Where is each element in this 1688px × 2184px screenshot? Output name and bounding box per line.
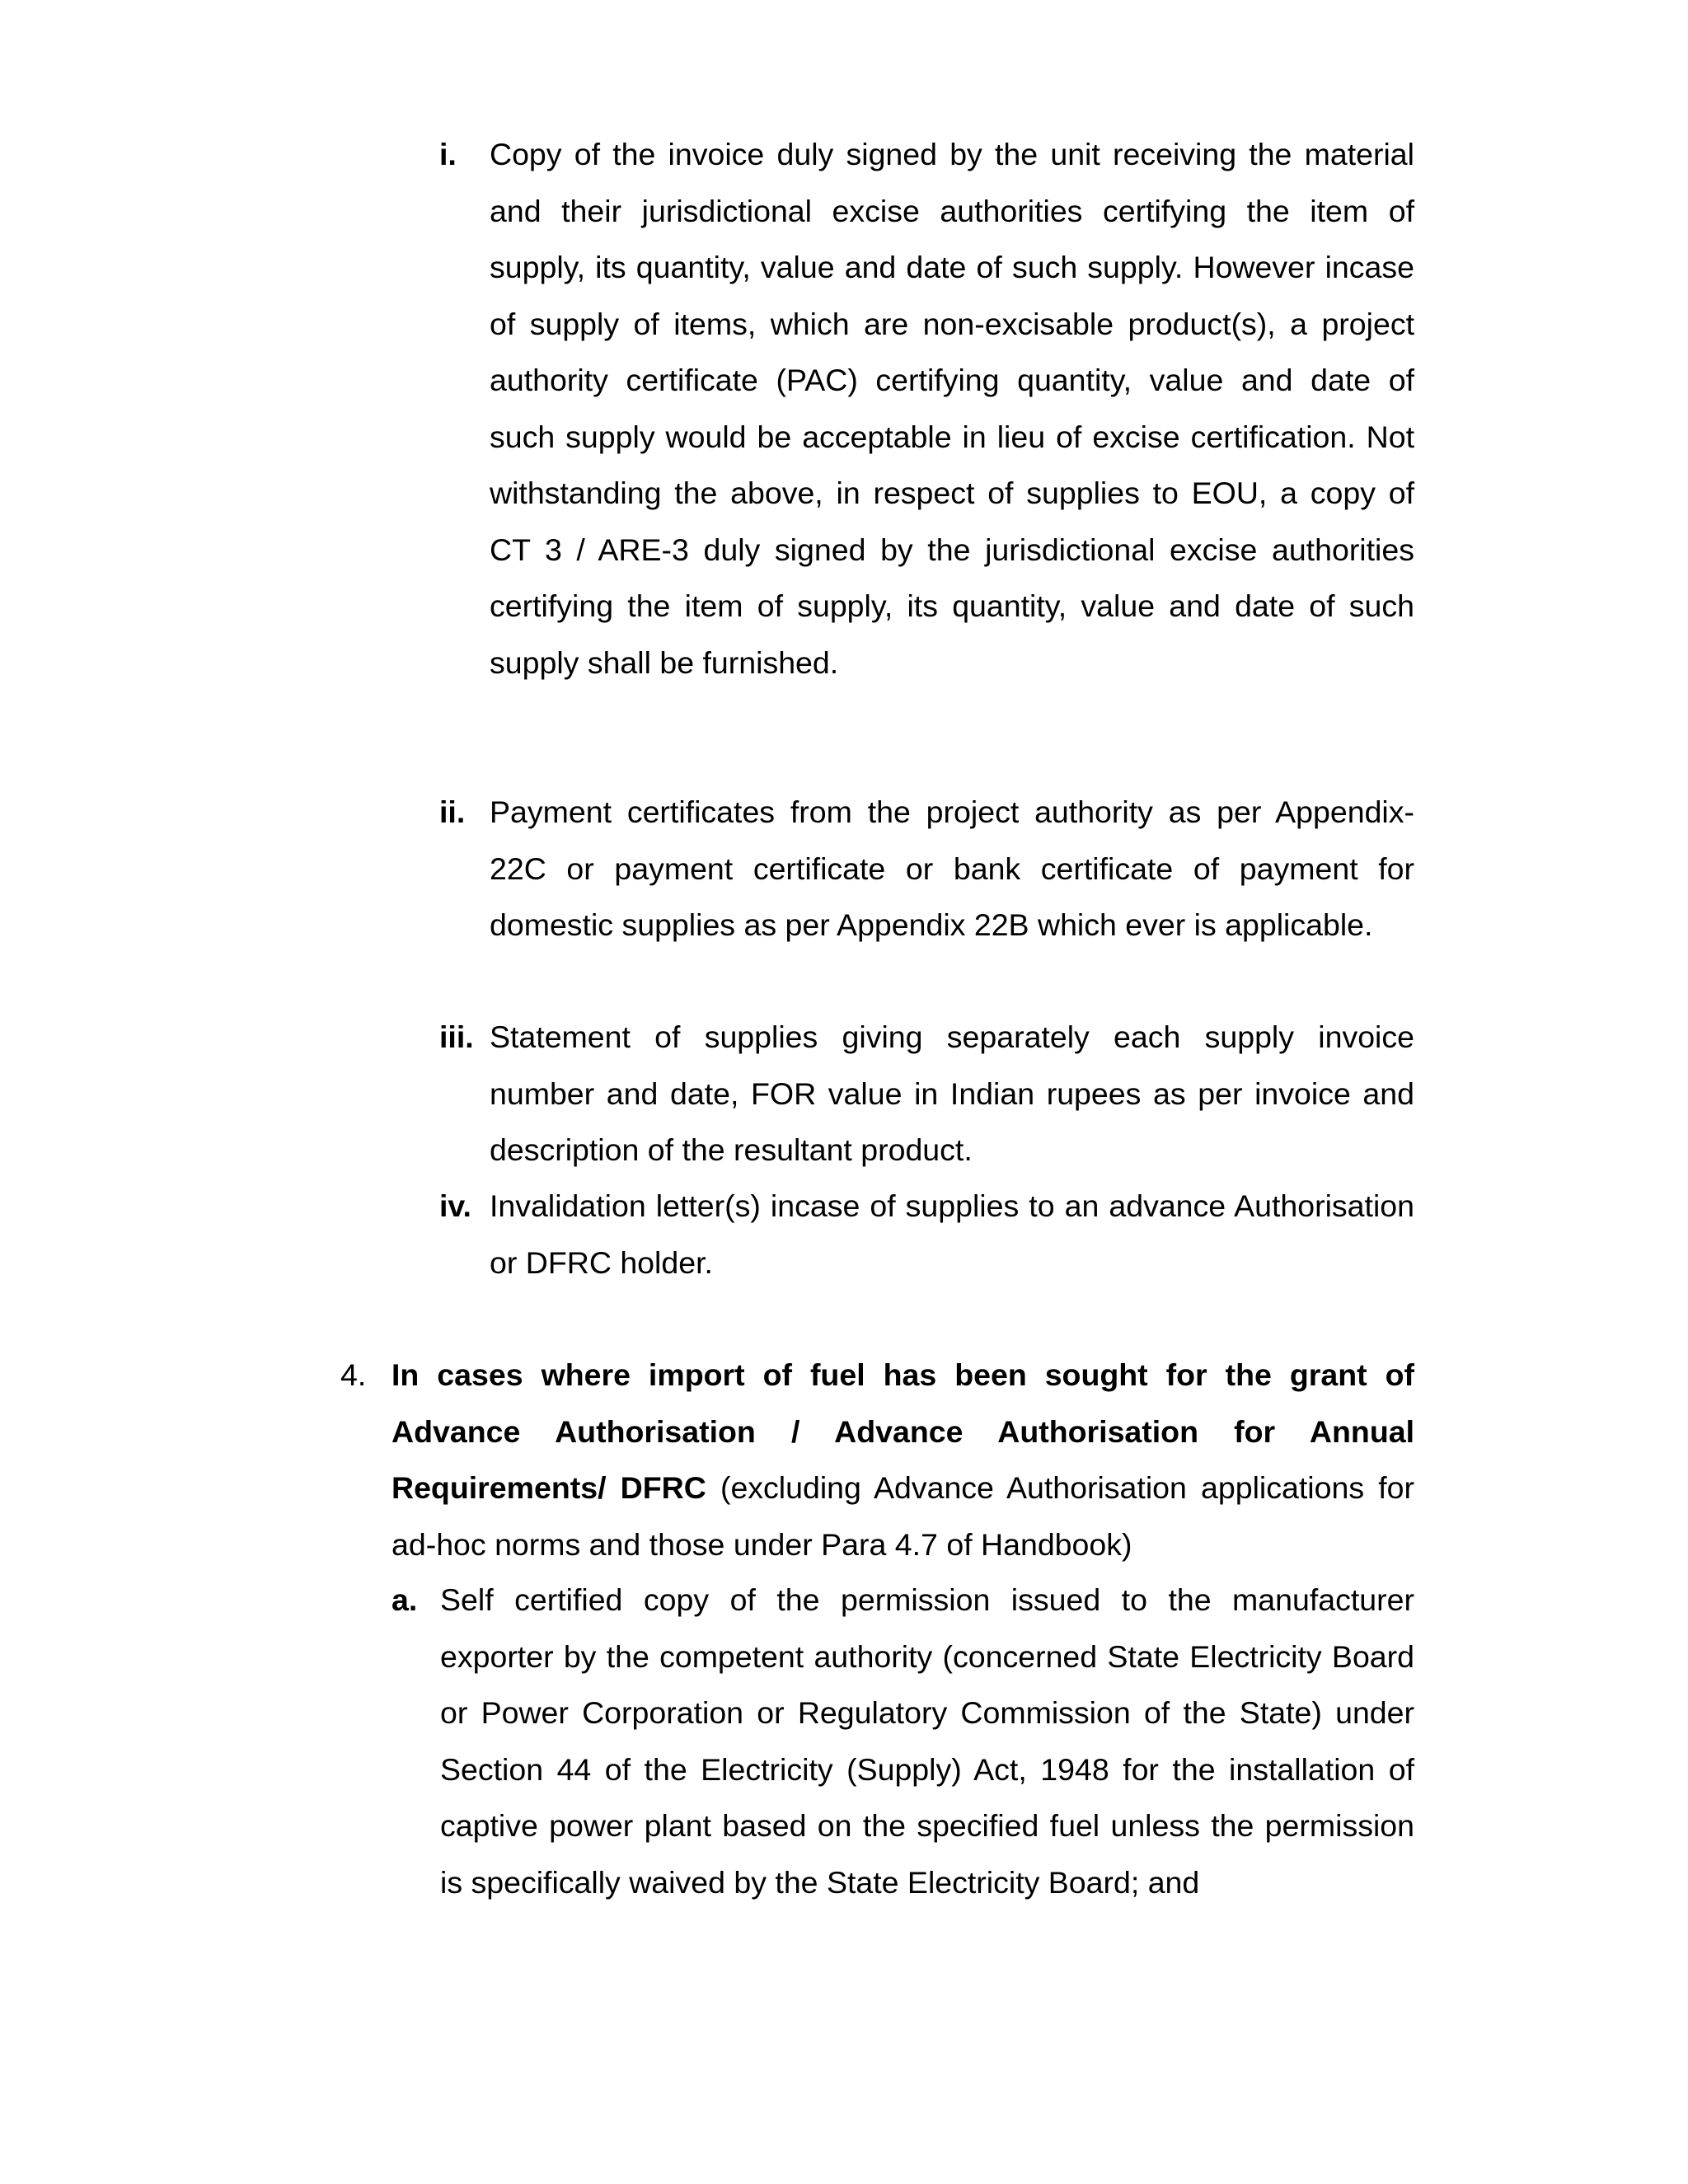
list-item-i xyxy=(490,126,1414,691)
sub-item-a-text: Self certified copy of the permission issued to the manufacturer exporter by the competent authority (concerned State Electricity Board or Power Corporation or Regulatory Commission of the State) under Section 44 of the Electricity (Supply) Act, 1948 for the installation of captive power plant based on the specified fuel unless the permission is specifically waived by the State Electricity Board; and xyxy=(440,1582,1414,1900)
section-4-heading xyxy=(392,1347,1414,1572)
list-item-iii xyxy=(490,1009,1414,1179)
list-item-ii-text: Payment certificates from the project authority as per Appendix-22C or payment certificate or bank certificate of payment for domestic supplies as per Appendix 22B which ever is applicable. xyxy=(490,794,1414,942)
list-marker-iii: iii. xyxy=(439,1019,474,1054)
list-item-i-text: Copy of the invoice duly signed by the unit receiving the material and their jurisdictional excise authorities certifying the item of supply, its quantity, value and date of such supply. However incase of supply of items, which are non-excisable product(s), a project authority certificate (PAC) certifying quantity, value and date of such supply would be acceptable in lieu of excise certification. Not withstanding the above, in respect of supplies to EOU, a copy of CT 3 / ARE-3 duly signed by the jurisdictional excise authorities certifying the item of supply, its quantity, value and date of such supply shall be furnished. xyxy=(490,137,1414,680)
list-item-iv xyxy=(490,1178,1414,1291)
list-marker-ii: ii. xyxy=(439,794,466,829)
sub-item-a xyxy=(440,1572,1414,1910)
list-marker-iv: iv. xyxy=(439,1188,471,1223)
list-item-iv-text: Invalidation letter(s) incase of supplies to an advance Authorisation or DFRC holder. xyxy=(490,1188,1414,1280)
list-item-ii xyxy=(490,784,1414,954)
section-4-normal-text: (excluding Advance Authorisation applications for ad-hoc norms and those under Para 4.7 of Handbook) xyxy=(392,1470,1414,1562)
section-4-bold-text: In cases where import of fuel has been sought for the grant of Advance Authorisation / Advance Authorisation for Annual Requirements/ DFRC xyxy=(392,1357,1414,1505)
section-4-number: 4. xyxy=(340,1357,367,1392)
list-marker-i: i. xyxy=(439,137,457,171)
list-item-iii-text: Statement of supplies giving separately each supply invoice number and date, FOR value in Indian rupees as per invoice and description of the resultant product. xyxy=(490,1019,1414,1167)
sub-item-marker-a: a. xyxy=(392,1582,418,1617)
